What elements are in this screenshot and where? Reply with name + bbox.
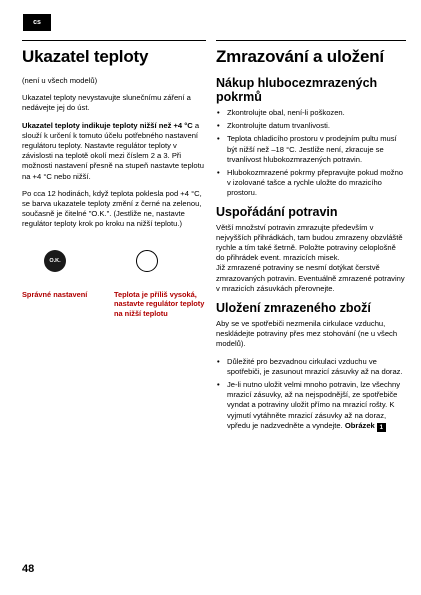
indicator-usage-paragraph [22,121,206,182]
ok-indicator-icon: O.K. [44,250,66,272]
list-item: • Zkontrolujte obal, není-li poškozen. [216,108,406,118]
indicator-usage-text: a slouží k určení k tomuto účelu potřebného nastavení regulátoru teploty. Nastavte regulátor teploty v závislosti na teplotě okolí mezi číslem 2 a 3. Při možnosti nastavení přesně na stupeň nastavte teplotu na +4 °C nebo nižší. [22,120,204,181]
language-tag: cs [23,14,51,31]
indicator-warning-paragraph: Ukazatel teploty nevystavujte slunečnímu záření a nedávejte jej do úst. [22,93,191,113]
page-number: 48 [22,563,35,575]
temperature-indicator-column [22,40,206,318]
food-arrangement-paragraph-1: Větší množství potravin zmrazujte především v nejvyšších přihrádkách, tam budou zmrazeny obzvláště rychle a tím také šetrně. Položte potraviny celoplošně do přihrádek event. mrazicích misek. [216,222,403,263]
frozen-goods-storage-heading: Uložení zmrazeného zboží [216,301,371,316]
frozen-goods-storage-list [216,357,406,433]
temperature-indicator-title: Ukazatel teploty [22,47,149,66]
buying-frozen-food-heading: Nákup hlubocezmrazených pokrmů [216,76,378,104]
list-item: • Zkontrolujte datum trvanlivosti. [216,121,406,131]
empty-indicator-icon [136,250,158,272]
figure-reference: Obrázek [344,420,375,430]
freezing-storage-column [216,40,406,438]
frozen-goods-storage-paragraph: Aby se ve spotřebiči nezmenila cirkulace vzduchu, neskládejte potraviny přes mez stohování (ne u všech modelů). [216,319,398,349]
indicator-state-too-high [114,246,206,319]
list-item: • Hlubokozmrazené pokrmy přepravujte pokud možno v izolované tašce a rychle uložte do mrazicího prostoru. [216,168,406,199]
indicator-state-correct [22,246,114,319]
caption-temperature-too-high: Teplota je příliš vysoká, nastavte regulátor teploty na nižší teplotu [114,289,205,318]
caption-correct-setting: Správné nastavení [22,289,88,299]
list-item-text: Je-li nutno uložit velmi mnoho potravin, lze všechny mrazicí zásuvky, až na nejspodnější, ze spotřebiče vyndat a potraviny uložit přímo na mrazicí rošty. K vyjmutí vytáhněte mrazicí zásuvky až na doraz, vpředu je nadzvedněte a vyndejte. [227,380,401,430]
list-item [216,380,406,432]
list-item: • Důležité pro bezvadnou cirkulaci vzduchu ve spotřebiči, je zasunout mrazicí zásuvky až na doraz. [216,357,406,377]
list-item: • Teplota chladicího prostoru v prodejním pultu musí být nižší než –18 °C. Jestliže není, zkracuje se trvanlivost hlubokozmrazených potravin. [216,134,406,165]
food-arrangement-heading: Uspořádání potravin [216,204,338,219]
food-arrangement-paragraph-2: Již zmrazené potraviny se nesmí dotýkat čerstvě zmrazovaných potravin. Eventuálně zmrazené potraviny v mrazicích zásuvkách přerovnejte. [216,263,405,293]
buying-frozen-food-list [216,108,406,199]
figure-number-box: 1 [377,423,386,432]
indicator-color-paragraph: Po cca 12 hodinách, když teplota poklesla pod +4 °C, se barva ukazatele teploty změní z černé na zelenou, současně je čitelné "O.K.". (Jestliže ne, nastavte regulátor teploty krok po kroku na nižší teplotu.) [22,188,202,229]
freezing-storage-title: Zmrazování a uložení [216,47,384,66]
section-rule [22,40,206,41]
section-rule [216,40,406,41]
model-note: (není u všech modelů) [22,76,98,85]
indicator-states [22,246,206,319]
indicator-usage-bold: Ukazatel teploty indikuje teploty nižší než +4 °C [22,120,193,130]
